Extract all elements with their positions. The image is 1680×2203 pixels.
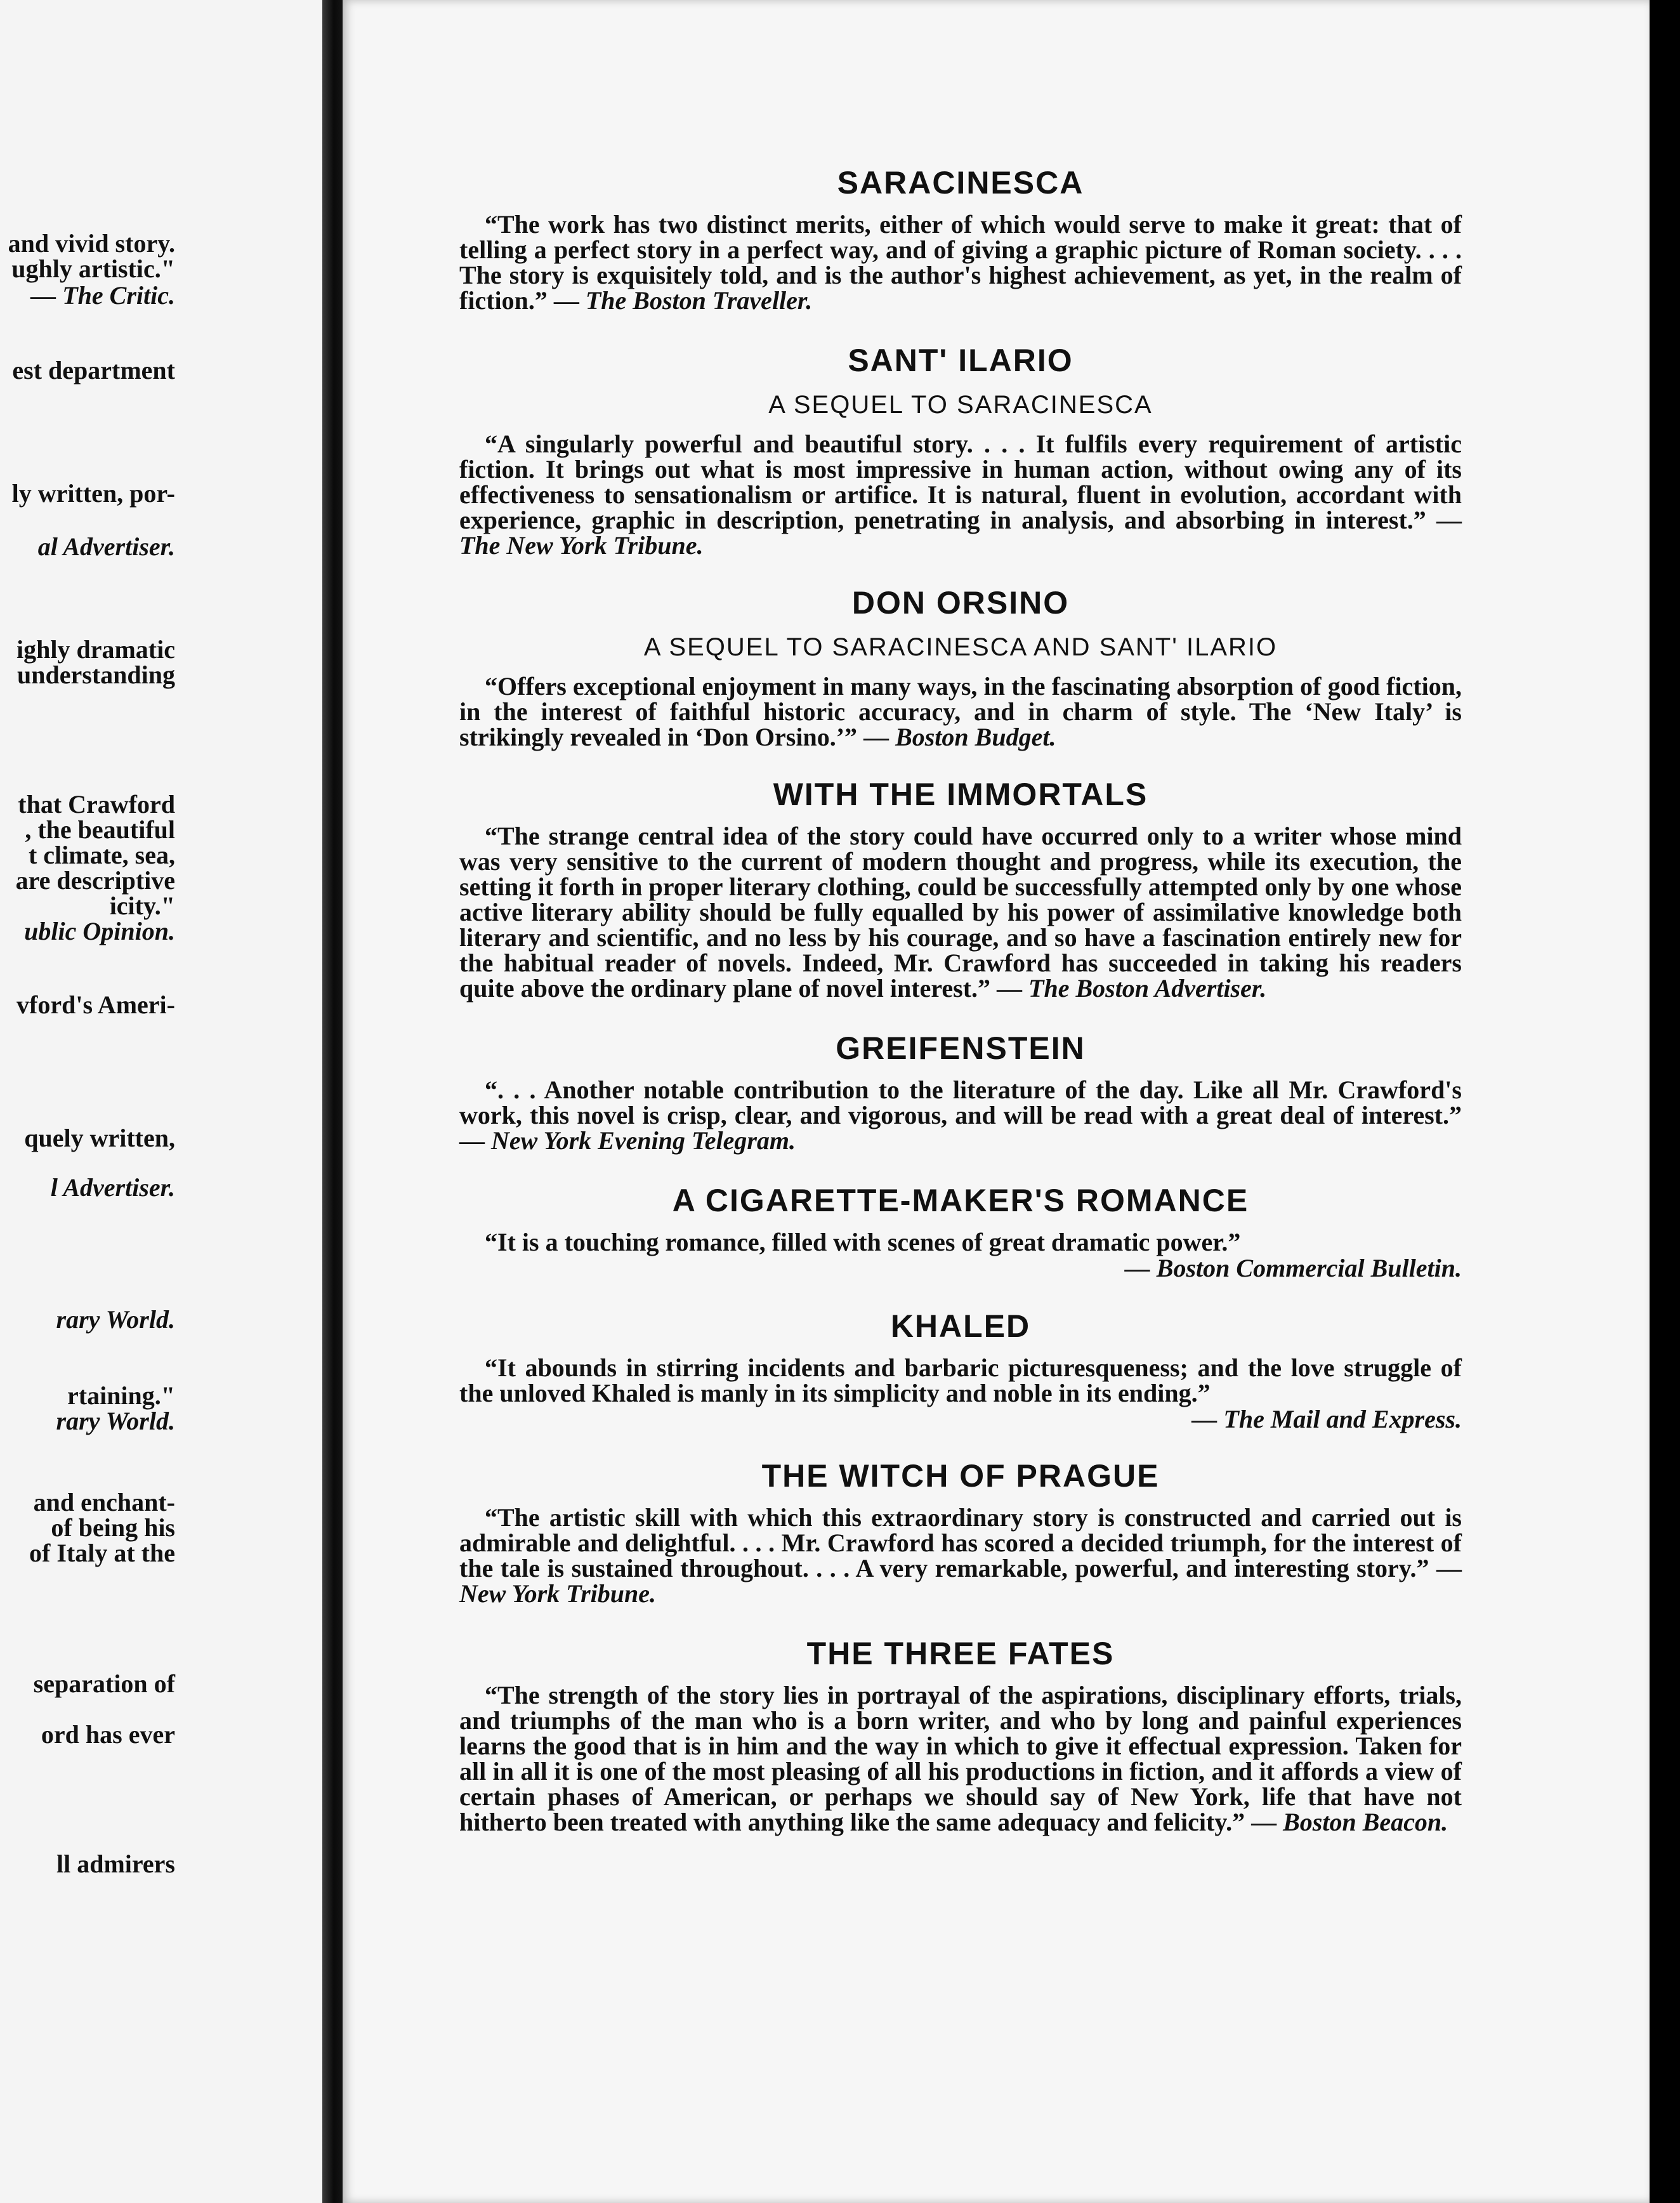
left-page-text-line: are descriptive xyxy=(15,866,175,895)
left-page-text-line: , the beautiful xyxy=(25,815,175,844)
review-entry xyxy=(459,1029,1462,1154)
review-source: Boston Beacon. xyxy=(1283,1808,1448,1836)
entry-spacer xyxy=(459,750,1462,775)
review-quote xyxy=(459,1355,1462,1406)
review-entry xyxy=(459,1307,1462,1433)
entry-spacer xyxy=(459,1001,1462,1029)
left-page-text-line: that Crawford xyxy=(18,790,175,819)
review-quote-text: “A singularly powerful and beautiful story. . . . It fulfils every requirement of artistic fiction. It brings out what is most impressive in human action, without owing any of its effectiveness to sensationalism or artifice. It is natural, fluent in evolution, accordant with experience, graphic in description, penetrating in analysis, and absorbing in interest.” — xyxy=(459,430,1462,534)
review-entry xyxy=(459,164,1462,313)
left-page xyxy=(0,0,322,2203)
review-entry xyxy=(459,1181,1462,1282)
book-title: SARACINESCA xyxy=(837,165,1084,201)
book-subtitle: A SEQUEL TO SARACINESCA xyxy=(768,391,1153,419)
review-entry xyxy=(459,341,1462,558)
book-title: THE WITCH OF PRAGUE xyxy=(761,1458,1160,1494)
left-page-text-line: and vivid story. xyxy=(8,229,175,258)
entry-spacer xyxy=(459,558,1462,584)
review-source: Boston Budget. xyxy=(895,723,1056,751)
review-entry xyxy=(459,775,1462,1001)
left-page-text-line: and enchant- xyxy=(33,1488,175,1516)
left-page-text-line: l Advertiser. xyxy=(50,1173,175,1202)
review-source: — The Mail and Express. xyxy=(1191,1405,1462,1433)
left-page-text-line: rary World. xyxy=(56,1407,175,1435)
left-page-text-line: separation of xyxy=(33,1669,175,1698)
review-quote-text: “The artistic skill with which this extraordinary story is constructed and carried out is admirable and delightful. . . . Mr. Crawford has scored a decided triumph, for the interest of the tale is sustained throughout. . . . A very remarkable, powerful, and interesting story.” — xyxy=(459,1503,1462,1582)
review-quote xyxy=(459,1230,1462,1255)
review-quote-text: “The strength of the story lies in portrayal of the aspirations, disciplinary efforts, trials, and triumphs of the man who is a born writer, and who by long and painful experiences learns the good that is in him and the way in which to give it effectual expression. Taken for all in all it is one of the most pleasing of all his productions in fiction, and it affords a view of certain phases of American, or perhaps we should say of New York, life that have not hitherto been treated with anything like the same adequacy and felicity.” — xyxy=(459,1681,1462,1836)
left-page-text-line: al Advertiser. xyxy=(37,532,175,561)
left-page-text-line: of Italy at the xyxy=(29,1539,175,1567)
review-entry xyxy=(459,584,1462,750)
left-page-text-line: t climate, sea, xyxy=(28,841,175,869)
book-title: A CIGARETTE-MAKER'S ROMANCE xyxy=(672,1183,1249,1218)
left-page-text-line: ublic Opinion. xyxy=(24,917,175,945)
review-source: New York Tribune. xyxy=(459,1579,657,1608)
book-title: DON ORSINO xyxy=(851,585,1070,621)
review-source: — Boston Commercial Bulletin. xyxy=(1124,1254,1462,1282)
left-page-text-line: ll admirers xyxy=(56,1850,175,1878)
entry-spacer xyxy=(459,313,1462,341)
review-quote xyxy=(459,824,1462,1001)
entry-spacer xyxy=(459,1433,1462,1457)
left-page-text-line: rary World. xyxy=(56,1305,175,1334)
review-quote xyxy=(459,1077,1462,1154)
left-page-text-line: of being his xyxy=(51,1513,175,1542)
book-title: THE THREE FATES xyxy=(806,1636,1115,1671)
reviews-column xyxy=(459,164,1462,1835)
left-page-text-line: rtaining." xyxy=(67,1381,175,1410)
review-quote xyxy=(459,674,1462,750)
review-entry xyxy=(459,1634,1462,1835)
entry-spacer xyxy=(459,1154,1462,1181)
book-title: GREIFENSTEIN xyxy=(836,1030,1086,1066)
left-page-text-line: ord has ever xyxy=(41,1720,175,1749)
review-quote xyxy=(459,1683,1462,1835)
book-subtitle: A SEQUEL TO SARACINESCA AND SANT' ILARIO xyxy=(643,633,1278,661)
entry-spacer xyxy=(459,1282,1462,1307)
review-quote-text: “Offers exceptional enjoyment in many ways, in the fascinating absorption of good fiction, in the interest of faithful historic accuracy, and in charm of style. The ‘New Italy’ is strikingly revealed in ‘Don Orsino.’” — xyxy=(459,672,1462,751)
review-quote-text: “The work has two distinct merits, either of which would serve to make it great: that of telling a perfect story in a perfect way, and of giving a graphic picture of Roman society. . . . The story is exquisitely told, and is the author's highest achievement, as yet, in the realm of fiction.” — xyxy=(459,210,1462,315)
left-page-text-line: ly written, por- xyxy=(11,479,175,508)
book-title: WITH THE IMMORTALS xyxy=(773,777,1148,812)
left-page-text-line: — The Critic. xyxy=(30,281,175,310)
review-quote-text: “. . . Another notable contribution to the literature of the day. Like all Mr. Crawford's work, this novel is crisp, clear, and vigorous, and will be read with a great deal of interest.” — xyxy=(459,1075,1462,1155)
review-quote-text: “It is a touching romance, filled with scenes of great dramatic power.” xyxy=(485,1228,1241,1256)
left-page-text-line: ighly dramatic xyxy=(16,635,175,664)
review-quote-text: “It abounds in stirring incidents and barbaric picturesqueness; and the love struggle of the unloved Khaled is manly in its simplicity and noble in its ending.” xyxy=(459,1353,1462,1407)
left-page-text-line: est department xyxy=(12,356,175,385)
review-source: The Boston Advertiser. xyxy=(1028,974,1267,1003)
left-page-text-line: vford's Ameri- xyxy=(16,990,175,1019)
review-quote xyxy=(459,1505,1462,1607)
review-quote xyxy=(459,431,1462,558)
review-source: New York Evening Telegram. xyxy=(491,1126,796,1155)
left-page-text-line: quely written, xyxy=(24,1124,175,1152)
book-title: SANT' ILARIO xyxy=(848,343,1073,378)
entry-spacer xyxy=(459,1607,1462,1634)
left-page-text-line: icity." xyxy=(109,891,175,920)
left-page-text-line: understanding xyxy=(17,661,175,689)
book-title: KHALED xyxy=(890,1308,1031,1344)
review-entry xyxy=(459,1457,1462,1607)
review-quote xyxy=(459,212,1462,313)
left-page-text-line: ughly artistic." xyxy=(11,254,175,283)
review-source: The New York Tribune. xyxy=(459,531,704,560)
review-quote-text: “The strange central idea of the story could have occurred only to a writer whose mind was very sensitive to the current of modern thought and progress, while its execution, the setting it forth in proper literary clothing, could be successfully attempted only by one whose active literary ability should be fully equalled by his power of assimilative knowledge both literary and scientific, and no less by his courage, and so have a fascination entirely new for the habitual reader of novels. Indeed, Mr. Crawford has succeeded in taking his readers quite above the ordinary plane of novel interest.” — xyxy=(459,822,1462,1003)
review-source: The Boston Traveller. xyxy=(585,286,813,315)
